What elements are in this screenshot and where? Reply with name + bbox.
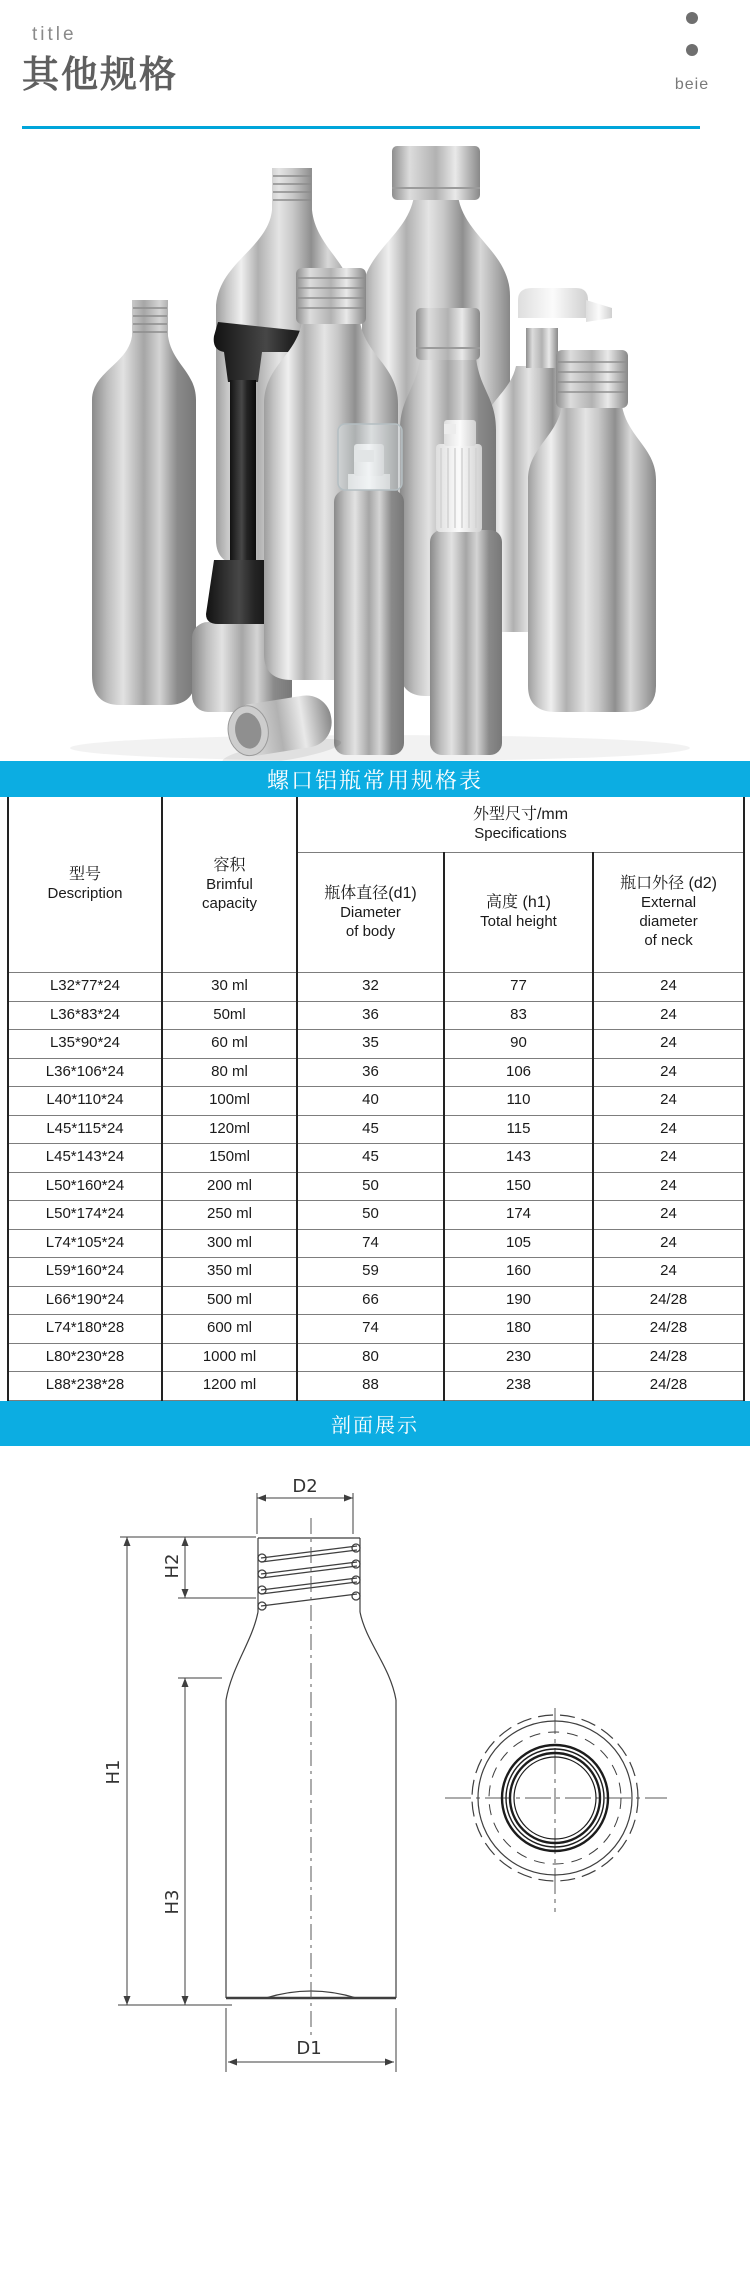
table-cell: 500 ml [162,1286,297,1315]
table-cell: 24 [593,1144,744,1173]
table-cell: L88*238*28 [8,1372,162,1401]
table-cell: L80*230*28 [8,1343,162,1372]
col-header-neck-diameter-en: of neck [644,931,693,949]
col-header-body-diameter-zh: 瓶体直径(d1) [324,884,417,902]
table-cell: L45*115*24 [8,1115,162,1144]
col-header-neck-diameter-en: External [641,894,697,912]
spec-table-banner: 螺口铝瓶常用规格表 [0,761,750,797]
spec-table [7,797,745,1401]
col-header-total-height-zh: 高度 (h1) [486,894,551,912]
table-cell: 24/28 [593,1343,744,1372]
page-header [0,0,750,135]
table-cell: L35*90*24 [8,1030,162,1059]
section-view-banner: 剖面展示 [0,1401,750,1446]
table-cell: 88 [297,1372,444,1401]
table-cell: L50*160*24 [8,1172,162,1201]
bottle-side-view [226,1518,396,2040]
table-cell: 45 [297,1144,444,1173]
dim-label-h2: H2 [162,1553,183,1579]
table-cell: 350 ml [162,1258,297,1287]
table-cell: 32 [297,973,444,1002]
brand-dot-icon [686,12,698,24]
col-header-capacity-zh: 容积 [213,856,246,874]
table-cell: 120ml [162,1115,297,1144]
table-cell: 36 [297,1058,444,1087]
table-row [8,973,744,1002]
table-cell: 300 ml [162,1229,297,1258]
table-row [8,1372,744,1401]
table-cell: 40 [297,1087,444,1116]
col-header-model-zh: 型号 [68,866,101,884]
bottle-clear-cap-sprayer [334,424,404,755]
product-photo-aluminum-bottles [0,130,750,762]
table-cell: L36*83*24 [8,1001,162,1030]
table-cell: 180 [444,1315,593,1344]
bottle-bare-neck-left [92,300,196,705]
table-row [8,1144,744,1173]
table-cell: 190 [444,1286,593,1315]
table-row [8,1087,744,1116]
bottle-drawing-svg [0,1446,750,2288]
table-cell: 230 [444,1343,593,1372]
col-group-dimensions [297,797,744,853]
table-cell: 74 [297,1315,444,1344]
table-cell: 24/28 [593,1372,744,1401]
table-cell: 66 [297,1286,444,1315]
table-row [8,1058,744,1087]
table-cell: L32*77*24 [8,973,162,1002]
table-cell: 160 [444,1258,593,1287]
table-row [8,1315,744,1344]
table-row [8,1343,744,1372]
table-cell: 77 [444,973,593,1002]
table-cell: 24 [593,1030,744,1059]
table-cell: 74 [297,1229,444,1258]
table-cell: 24 [593,1258,744,1287]
table-cell: 200 ml [162,1172,297,1201]
table-cell: 45 [297,1115,444,1144]
table-cell: 59 [297,1258,444,1287]
col-group-dimensions-en: Specifications [474,825,567,843]
table-cell: 238 [444,1372,593,1401]
table-cell: L50*174*24 [8,1201,162,1230]
table-cell: 36 [297,1001,444,1030]
col-header-total-height [444,853,593,973]
table-cell: 90 [444,1030,593,1059]
table-cell: L74*105*24 [8,1229,162,1258]
col-header-model-en: Description [47,885,123,903]
spec-table-head [8,797,744,973]
neck-thread [258,1544,360,1610]
col-header-total-height-en: Total height [480,913,557,931]
table-cell: 60 ml [162,1030,297,1059]
table-cell: 106 [444,1058,593,1087]
table-cell: 150 [444,1172,593,1201]
table-row [8,1172,744,1201]
table-cell: 50 [297,1172,444,1201]
table-cell: L59*160*24 [8,1258,162,1287]
table-cell: 24 [593,1115,744,1144]
table-cell: 24/28 [593,1286,744,1315]
table-cell: 24 [593,1172,744,1201]
table-cell: 143 [444,1144,593,1173]
table-cell: 1200 ml [162,1372,297,1401]
table-cell: 24 [593,1058,744,1087]
col-header-capacity [162,797,297,973]
col-header-capacity-en: Brimful [206,875,253,893]
table-row [8,1258,744,1287]
table-cell: L36*106*24 [8,1058,162,1087]
technical-drawing [0,1446,750,2288]
table-cell: 80 [297,1343,444,1372]
table-row [8,1030,744,1059]
dim-label-h3: H3 [162,1889,183,1915]
table-row [8,1001,744,1030]
col-header-capacity-en: capacity [201,894,258,912]
col-group-dimensions-zh: 外型尺寸/mm [472,806,569,824]
table-cell: 83 [444,1001,593,1030]
col-header-neck-diameter-en: diameter [639,913,698,931]
table-cell: 105 [444,1229,593,1258]
col-header-model [8,797,162,973]
table-cell: 30 ml [162,973,297,1002]
table-cell: 24 [593,1229,744,1258]
table-cell: 80 ml [162,1058,297,1087]
table-cell: 35 [297,1030,444,1059]
bottle-top-view [445,1708,667,1912]
table-row [8,1201,744,1230]
table-cell: 24 [593,1201,744,1230]
dim-label-h1: H1 [103,1759,124,1785]
brand-dot-icon [686,44,698,56]
table-cell: 250 ml [162,1201,297,1230]
table-cell: 600 ml [162,1315,297,1344]
table-cell: 50ml [162,1001,297,1030]
bottles-photo-svg [0,130,750,762]
table-cell: 24 [593,973,744,1002]
dim-label-d2: D2 [292,1476,318,1497]
table-row [8,1115,744,1144]
col-header-body-diameter [297,853,444,973]
table-cell: L74*180*28 [8,1315,162,1344]
brand-name: beie [674,76,710,93]
table-cell: 100ml [162,1087,297,1116]
table-cell: 115 [444,1115,593,1144]
table-cell: 110 [444,1087,593,1116]
table-cell: 50 [297,1201,444,1230]
table-cell: 24/28 [593,1315,744,1344]
table-cell: 24 [593,1087,744,1116]
table-row [8,1286,744,1315]
dimension-lines [118,1493,396,2072]
col-header-body-diameter-en: of body [345,922,396,940]
table-cell: L45*143*24 [8,1144,162,1173]
table-cell: L66*190*24 [8,1286,162,1315]
table-row [8,1229,744,1258]
col-header-neck-diameter-zh: 瓶口外径 (d2) [620,875,717,893]
dim-label-d1: D1 [296,2038,322,2059]
col-header-body-diameter-en: Diameter [340,903,401,921]
page-title: 其他规格 [22,54,178,95]
dimension-arrows [124,1495,395,2066]
table-cell: 24 [593,1001,744,1030]
table-cell: 1000 ml [162,1343,297,1372]
table-cell: 174 [444,1201,593,1230]
table-cell: 150ml [162,1144,297,1173]
spec-table-body [8,973,744,1401]
table-cell: L40*110*24 [8,1087,162,1116]
header-eyebrow: title [32,24,77,45]
col-header-neck-diameter [593,853,744,973]
header-divider [22,126,700,129]
brand-mark [670,12,714,94]
